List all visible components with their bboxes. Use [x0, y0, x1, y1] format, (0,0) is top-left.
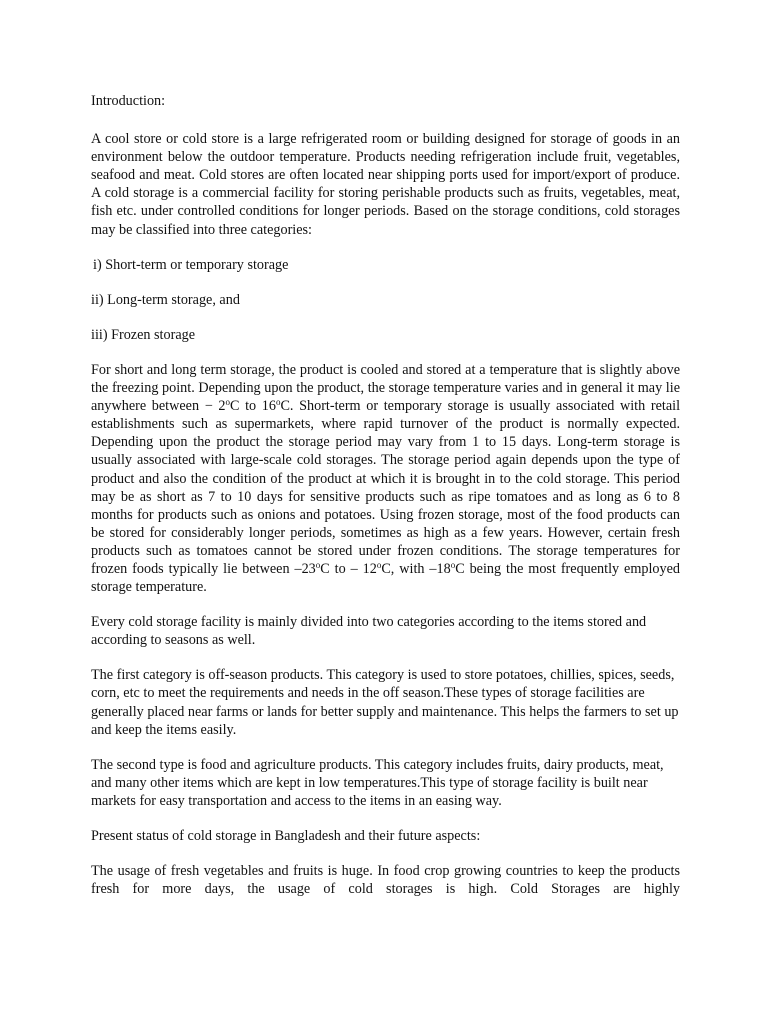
intro-paragraph: A cool store or cold store is a large refrigerated room or building designed for storage of goods in an environment below the outdoor temperature. Products needing refrigeration include fruit, vegetables, seafood and meat. Cold stores are often located near shipping ports used for import/export of produce. A cold storage is a commercial facility for storing perishable products such as fruits, vegetables, meat, fish etc. under controlled conditions for longer periods. Based on the storage conditions, cold storages may be classified into three categories:: [91, 131, 680, 238]
list-item-frozen: iii) Frozen storage: [91, 326, 196, 343]
usage-paragraph: The usage of fresh vegetables and fruits is huge. In food crop growing countries to keep the products fresh for more days, the usage of cold storages is high. Cold Storages are highly: [91, 863, 680, 898]
bangladesh-section-heading: Present status of cold storage in Bangladesh and their future aspects:: [91, 828, 481, 844]
intro-heading: Introduction:: [91, 93, 166, 109]
storage-temperature-paragraph: For short and long term storage, the product is cooled and stored at a temperature that is slightly above the freezing point. Depending upon the product, the storage temperature varies and in general it may lie anywhere between − $2^oC$ to 16$^o$C. Short-term or temporary storage is usually associated with retail establishments such as supermarkets, where rapid turnover of the product is normally expected. Depending upon the product the storage period may vary from 1 to 15 days. Long-term storage is usually associated with large-scale cold storages. The storage period again depends upon the type of product and also the condition of the product at which it is brought in to the cold storage. This period may be as short as 7 to 10 days for sensitive products such as ripe tomatoes and as long as 6 to 8 months for products such as onions and potatoes. Using frozen storage, most of the food products can be stored for considerably longer periods, sometimes as high as a few years. However, certain fresh products such as tomatoes cannot be stored under frozen conditions. The storage temperatures for frozen foods typically lie between –23$^o$C to – 12$^o$C, with –18$^o$C being the most frequently employed storage temperature.: [91, 361, 681, 596]
categories-paragraph: Every cold storage facility is mainly divided into two categories according to the items stored and according to seasons as well.: [91, 614, 647, 649]
list-item-long-term: ii) Long-term storage, and: [91, 291, 240, 308]
food-agriculture-paragraph: The second type is food and agriculture products. This category includes fruits, dairy products, meat, and many other items which are kept in low temperatures.This type of storage facility is built near markets for easy transportation and access to the items in an easing way.: [91, 756, 664, 809]
list-item-short-term: i) Short-term or temporary storage: [93, 256, 289, 273]
off-season-paragraph: The first category is off-season products. This category is used to store potatoes, chillies, spices, seeds, corn, etc to meet the requirements and needs in the off season.These types of storage facilities are generally placed near farms or lands for better supply and maintenance. This helps the farmers to set up and keep the items easily.: [91, 667, 679, 738]
document-page: [91, 92, 680, 898]
